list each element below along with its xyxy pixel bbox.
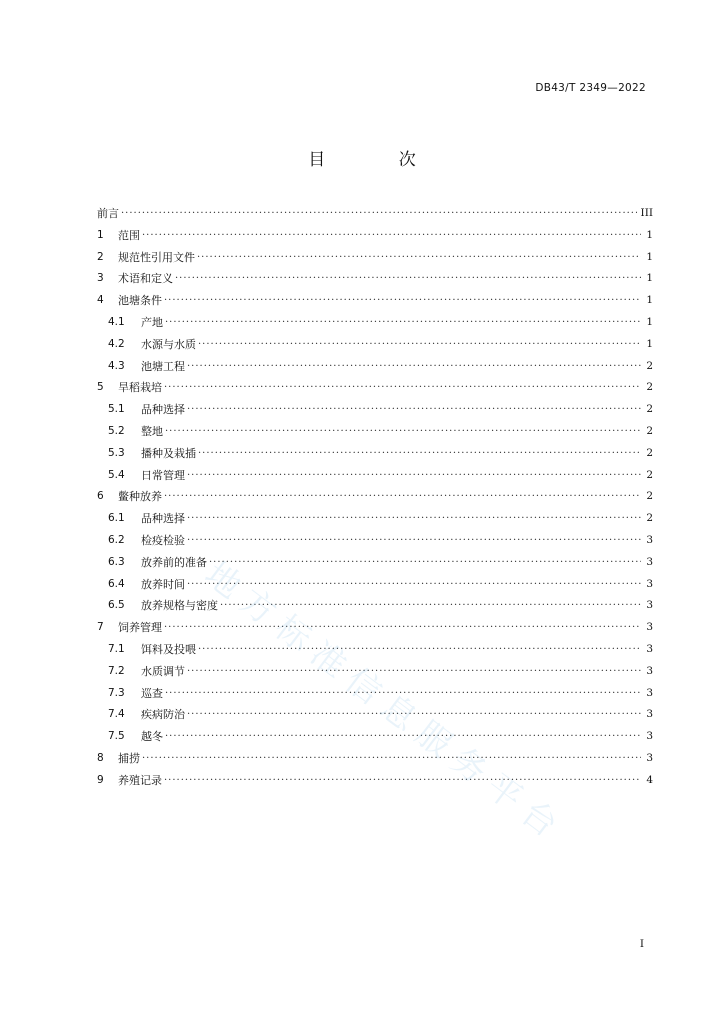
toc-entry-number: 6.1	[108, 512, 125, 525]
toc-entry-number: 5.3	[108, 446, 125, 459]
toc-entry-label: 范围	[118, 228, 140, 242]
toc-dot-leader	[209, 552, 641, 574]
toc-entry-label: 规范性引用文件	[118, 250, 195, 264]
toc-entry-label: 饵料及投喂	[141, 642, 196, 656]
toc-entry-label: 巡查	[141, 686, 163, 700]
toc-dot-leader	[187, 574, 641, 596]
toc-dot-leader	[164, 486, 641, 508]
toc-entry-number: 1	[97, 228, 104, 241]
toc-entry-number: 6.2	[108, 533, 125, 546]
toc-entry-label: 放养时间	[141, 577, 185, 591]
toc-entry-number: 4.1	[108, 315, 125, 328]
toc-entry[interactable]	[97, 726, 653, 748]
toc-dot-leader	[220, 595, 641, 617]
toc-entry[interactable]	[97, 508, 653, 530]
toc-entry[interactable]	[97, 356, 653, 378]
toc-entry-page: 3	[646, 533, 653, 546]
toc-entry-label: 水质调节	[141, 664, 185, 678]
toc-entry-number: 6	[97, 490, 104, 503]
toc-entry-page: 1	[646, 315, 653, 328]
toc-entry-label: 日常管理	[141, 468, 185, 482]
toc-entry-label: 捕捞	[118, 751, 140, 765]
toc-dot-leader	[165, 421, 641, 443]
toc-entry-page: III	[640, 207, 653, 219]
toc-entry-page: 2	[646, 446, 653, 459]
toc-dot-leader	[175, 268, 641, 290]
toc-entry-label: 前言	[97, 207, 119, 220]
toc-entry[interactable]	[97, 268, 653, 290]
toc-dot-leader	[198, 334, 641, 356]
toc-entry-page: 3	[646, 642, 653, 655]
toc-entry-page: 2	[646, 490, 653, 503]
toc-dot-leader	[164, 617, 641, 639]
toc-entry-number: 7	[97, 621, 104, 634]
toc-entry[interactable]	[97, 748, 653, 770]
toc-entry-label: 越冬	[141, 730, 163, 744]
toc-entry[interactable]	[97, 770, 653, 792]
toc-list	[97, 203, 653, 792]
toc-entry-number: 6.3	[108, 555, 125, 568]
toc-entry[interactable]	[97, 661, 653, 683]
toc-entry-label: 放养规格与密度	[141, 599, 218, 613]
toc-dot-leader	[165, 312, 641, 334]
toc-entry-number: 7.3	[108, 686, 125, 699]
toc-dot-leader	[187, 530, 641, 552]
toc-entry[interactable]	[97, 617, 653, 639]
toc-entry-number: 7.1	[108, 642, 125, 655]
toc-entry-label: 旱稻栽培	[118, 381, 162, 395]
toc-entry-page: 1	[646, 228, 653, 241]
toc-entry[interactable]	[97, 683, 653, 705]
toc-entry-number: 7.4	[108, 708, 125, 721]
toc-entry[interactable]	[97, 334, 653, 356]
toc-entry-label: 池塘条件	[118, 294, 162, 308]
toc-dot-leader	[198, 639, 641, 661]
toc-entry-page: 2	[646, 381, 653, 394]
toc-dot-leader	[187, 661, 641, 683]
toc-entry-number: 7.2	[108, 664, 125, 677]
toc-entry[interactable]	[97, 203, 653, 225]
toc-entry-label: 养殖记录	[118, 773, 162, 787]
toc-dot-leader	[198, 443, 641, 465]
toc-entry[interactable]	[97, 574, 653, 596]
toc-entry-page: 2	[646, 359, 653, 372]
toc-entry[interactable]	[97, 639, 653, 661]
toc-entry-number: 5	[97, 381, 104, 394]
toc-dot-leader	[187, 704, 641, 726]
toc-entry-label: 放养前的准备	[141, 555, 207, 569]
toc-entry[interactable]	[97, 443, 653, 465]
page-number: I	[639, 938, 644, 950]
toc-entry-number: 4	[97, 294, 104, 307]
toc-entry-page: 1	[646, 294, 653, 307]
toc-entry-number: 5.4	[108, 468, 125, 481]
toc-entry-page: 2	[646, 403, 653, 416]
watermark: 地方标准信息服务平台	[197, 554, 573, 852]
toc-entry-label: 饲养管理	[118, 621, 162, 635]
toc-entry-page: 3	[646, 599, 653, 612]
toc-entry-page: 1	[646, 337, 653, 350]
toc-entry-page: 2	[646, 424, 653, 437]
toc-dot-leader	[142, 225, 641, 247]
toc-entry-label: 术语和定义	[118, 272, 173, 286]
toc-entry-label: 池塘工程	[141, 359, 185, 373]
toc-dot-leader	[187, 356, 641, 378]
toc-entry-page: 3	[646, 708, 653, 721]
toc-entry-number: 7.5	[108, 730, 125, 743]
toc-entry-label: 品种选择	[141, 512, 185, 526]
doc-code: DB43/T 2349—2022	[535, 82, 646, 94]
toc-entry-number: 5.1	[108, 403, 125, 416]
toc-entry[interactable]	[97, 704, 653, 726]
toc-entry-page: 2	[646, 512, 653, 525]
toc-entry-page: 3	[646, 555, 653, 568]
toc-dot-leader	[165, 683, 641, 705]
toc-entry-label: 水源与水质	[141, 337, 196, 351]
toc-entry[interactable]	[97, 552, 653, 574]
toc-entry-number: 6.4	[108, 577, 125, 590]
toc-entry-label: 检疫检验	[141, 533, 185, 547]
toc-dot-leader	[142, 748, 641, 770]
toc-entry[interactable]	[97, 247, 653, 269]
toc-entry-number: 6.5	[108, 599, 125, 612]
toc-entry-label: 疾病防治	[141, 708, 185, 722]
toc-entry[interactable]	[97, 465, 653, 487]
toc-entry[interactable]	[97, 225, 653, 247]
toc-entry-page: 3	[646, 686, 653, 699]
toc-dot-leader	[187, 465, 641, 487]
toc-dot-leader	[121, 203, 637, 225]
toc-entry-number: 9	[97, 773, 104, 786]
toc-dot-leader	[197, 247, 641, 269]
toc-entry-page: 3	[646, 664, 653, 677]
toc-entry-number: 8	[97, 751, 104, 764]
toc-title: 目 次	[308, 150, 450, 170]
toc-entry-number: 4.3	[108, 359, 125, 372]
toc-entry[interactable]	[97, 421, 653, 443]
toc-entry-number: 2	[97, 250, 104, 263]
toc-entry-label: 品种选择	[141, 403, 185, 417]
toc-entry-label: 整地	[141, 424, 163, 438]
toc-entry-label: 产地	[141, 315, 163, 329]
toc-entry-page: 3	[646, 730, 653, 743]
toc-entry-page: 4	[646, 773, 653, 786]
toc-dot-leader	[187, 508, 641, 530]
toc-entry-page: 3	[646, 621, 653, 634]
toc-entry[interactable]	[97, 312, 653, 334]
toc-entry-number: 3	[97, 272, 104, 285]
toc-entry[interactable]	[97, 399, 653, 421]
toc-dot-leader	[164, 377, 641, 399]
toc-entry[interactable]	[97, 377, 653, 399]
toc-entry-page: 1	[646, 272, 653, 285]
toc-entry-label: 鳖种放养	[118, 490, 162, 504]
toc-entry-label: 播种及栽插	[141, 446, 196, 460]
toc-entry-number: 4.2	[108, 337, 125, 350]
toc-dot-leader	[165, 726, 641, 748]
toc-dot-leader	[187, 399, 641, 421]
toc-entry[interactable]	[97, 486, 653, 508]
toc-entry[interactable]	[97, 290, 653, 312]
toc-dot-leader	[164, 290, 641, 312]
toc-entry-page: 3	[646, 751, 653, 764]
toc-entry-page: 2	[646, 468, 653, 481]
toc-dot-leader	[164, 770, 641, 792]
toc-entry-page: 1	[646, 250, 653, 263]
toc-entry[interactable]	[97, 595, 653, 617]
toc-entry-page: 3	[646, 577, 653, 590]
toc-entry-number: 5.2	[108, 424, 125, 437]
toc-entry[interactable]	[97, 530, 653, 552]
